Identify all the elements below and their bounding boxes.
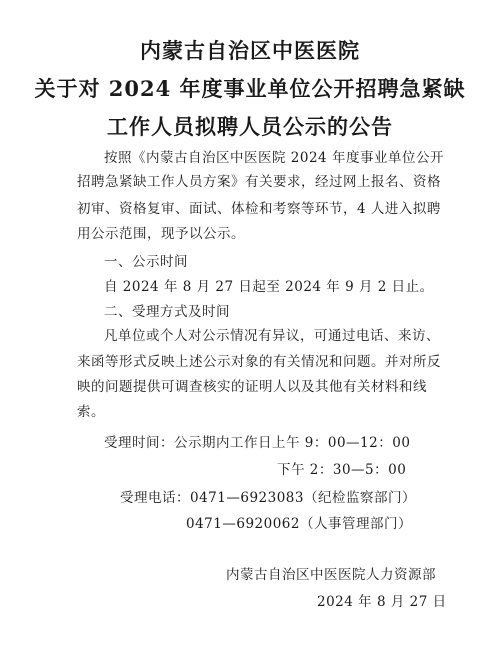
intro-line-1: 按照《内蒙古自治区中医医院 2024 年度事业单位公开 [104,150,444,166]
title-line-1: 内蒙古自治区中医医院 [140,38,360,63]
hours-pm: 下午 2：30—5：00 [277,462,407,478]
section2-line-2: 来函等形式反映上述公示对象的有关情况和问题。并对所反 [77,354,441,370]
section1-heading: 一、公示时间 [104,254,188,270]
phone-1: 受理电话：0471—6923083（纪检监察部门） [120,490,416,506]
section1-text: 自 2024 年 8 月 27 日起至 2024 年 9 月 2 日止。 [104,279,434,295]
section2-heading: 二、受理方式及时间 [104,304,230,320]
section2-line-4: 索。 [77,404,105,420]
section2-line-3: 映的问题提供可调查核实的证明人以及其他有关材料和线 [77,379,427,395]
intro-line-2: 招聘急紧缺工作人员方案》有关要求，经过网上报名、资格 [77,174,441,190]
hours-am: 受理时间：公示期内工作日上午 9：00—12：00 [104,435,411,451]
section2-line-1: 凡单位或个人对公示情况有异议，可通过电话、来访、 [104,328,440,344]
intro-line-3: 初审、资格复审、面试、体检和考察等环节，4 人进入拟聘 [77,201,441,217]
title-line-2: 关于对 2024 年度事业单位公开招聘急紧缺 [34,76,466,101]
phone-2: 0471—6920062（人事管理部门） [186,516,412,532]
signature-department: 内蒙古自治区中医医院人力资源部 [226,567,436,583]
intro-line-4: 用公示范围，现予以公示。 [77,226,245,242]
signature-date: 2024 年 8 月 27 日 [317,594,447,610]
title-line-3: 工作人员拟聘人员公示的公告 [107,114,393,139]
